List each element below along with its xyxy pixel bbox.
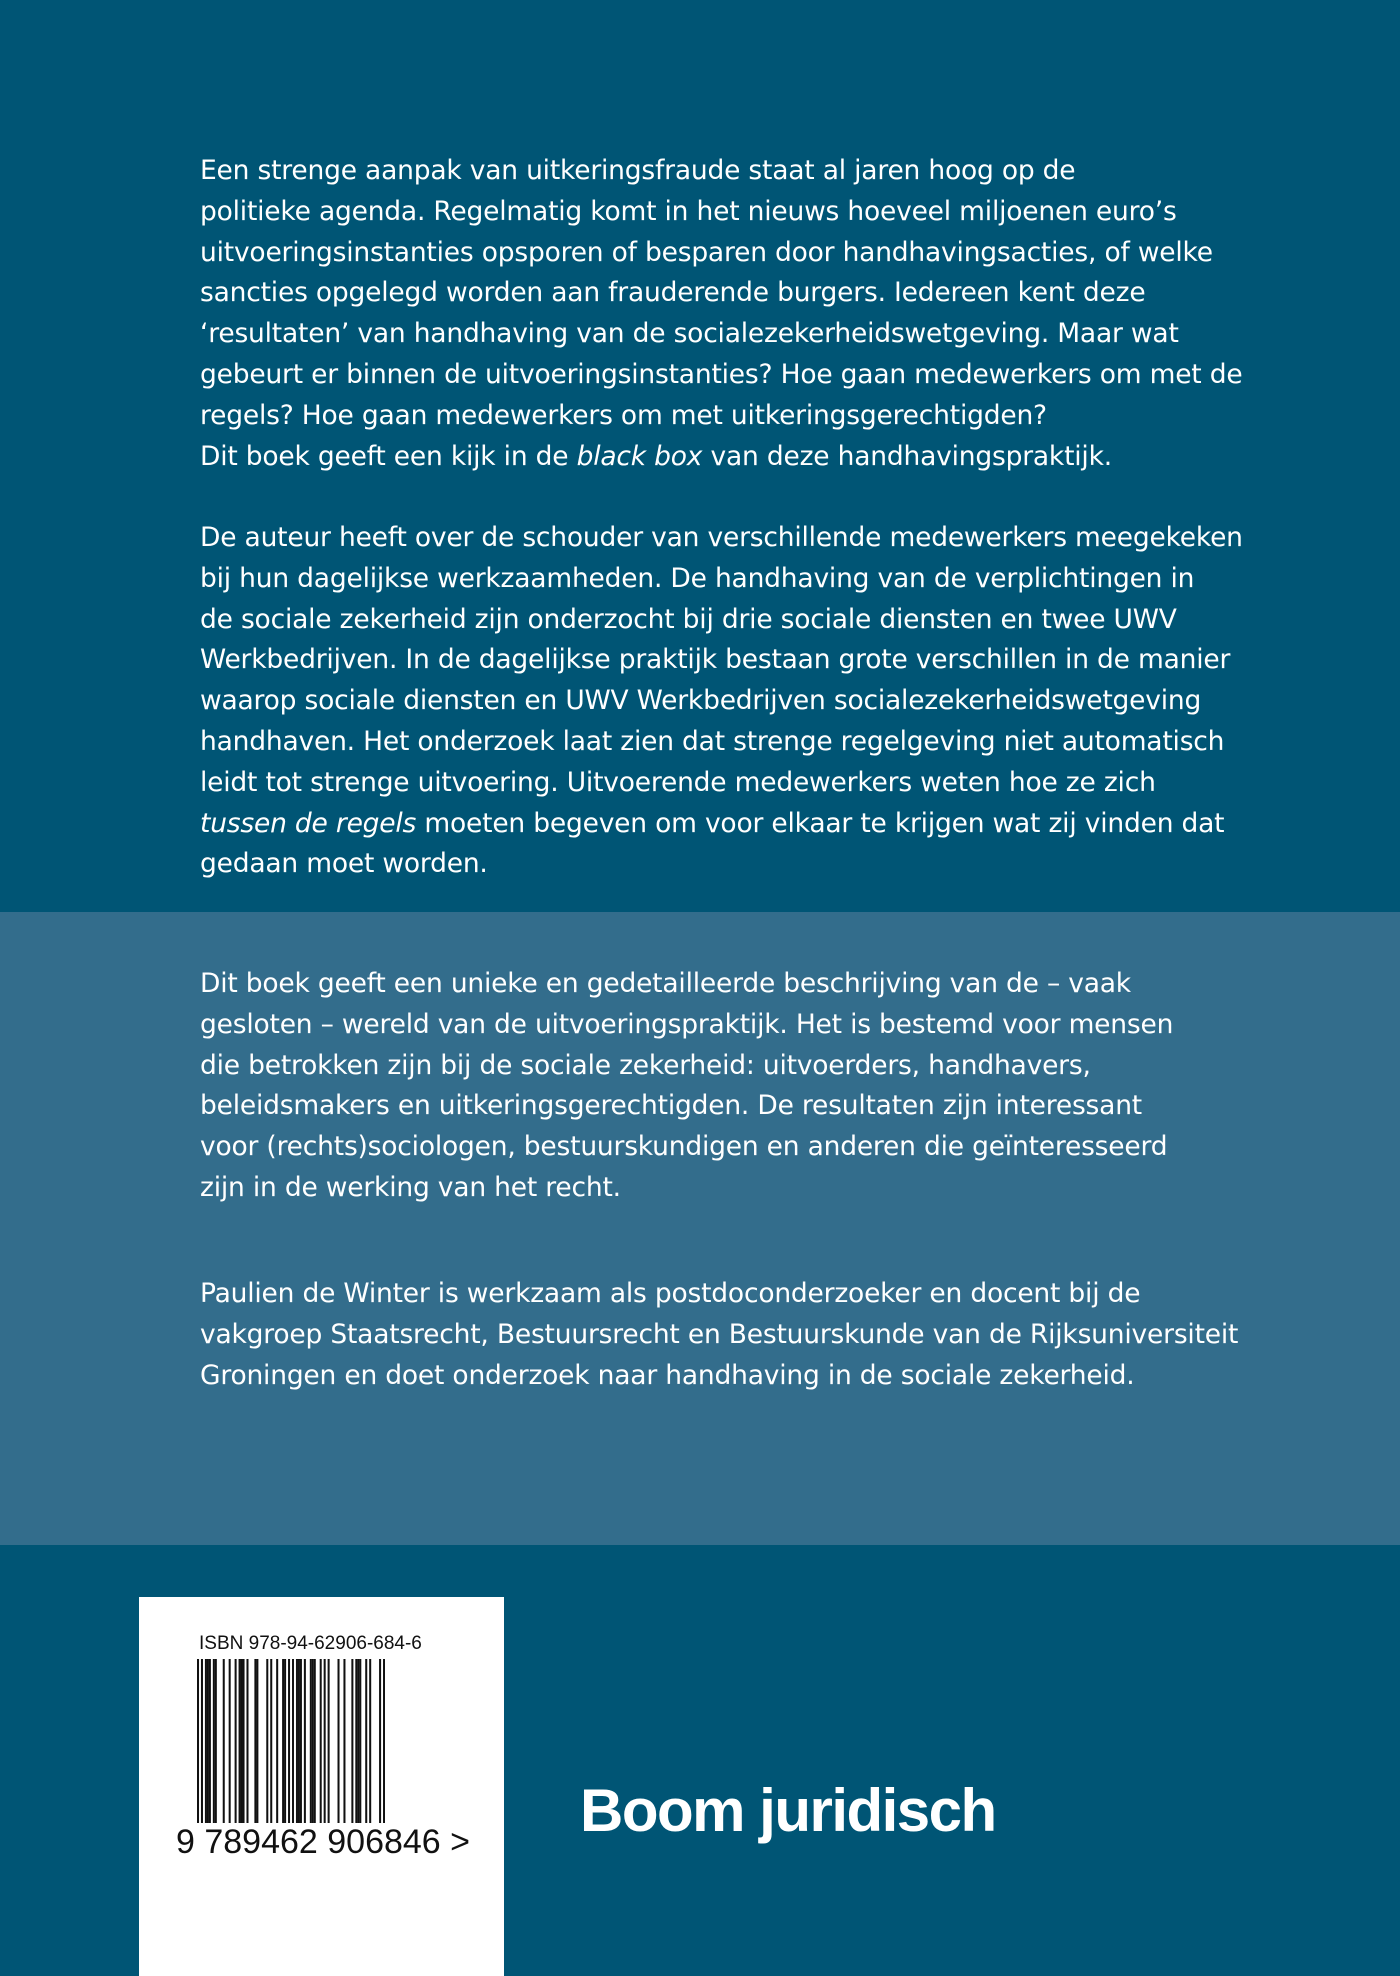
blurb-line	[200, 804, 1225, 845]
audience-line: Dit boek geeft een unieke en gedetailleerde beschrijving van de – vaak	[200, 968, 1131, 999]
blurb-line: De auteur heeft over de schouder van verschillende medewerkers meegekeken	[200, 522, 1243, 553]
blurb-line: gedaan moet worden.	[200, 848, 488, 880]
barcode-bar	[235, 1659, 237, 1835]
barcode-digit-text: 9 789462 906846 >	[176, 1823, 471, 1861]
barcode-bar	[246, 1659, 248, 1835]
barcode-bar	[300, 1659, 302, 1835]
blurb-line: waarop sociale diensten en UWV Werkbedrijven socialezekerheidswetgeving	[200, 685, 1202, 717]
blurb-line: gebeurt er binnen de uitvoeringsinstanties? Hoe gaan medewerkers om met de	[200, 358, 1243, 390]
blurb-line: leidt tot strenge uitvoering. Uitvoerende medewerkers weten hoe ze zich	[200, 766, 1156, 798]
barcode-bar	[324, 1659, 326, 1835]
audience-line: gesloten – wereld van de uitvoeringspraktijk. Het is bestemd voor mensen	[200, 1008, 1174, 1040]
blurb-line: ‘resultaten’ van handhaving van de socialezekerheidswetgeving. Maar wat	[200, 318, 1179, 350]
barcode-bar	[229, 1659, 231, 1835]
barcode-bar	[266, 1659, 268, 1835]
audience-paragraph	[200, 964, 1210, 1209]
barcode-bar	[270, 1659, 272, 1835]
audience-line: voor (rechts)sociologen, bestuurskundigen en anderen die geïnteresseerd	[200, 1131, 1168, 1163]
barcode-bar	[243, 1659, 245, 1835]
author-bio-line: vakgroep Staatsrecht, Bestuursrecht en Bestuurskunde van de Rijksuniversiteit	[200, 1318, 1239, 1350]
barcode-bar	[355, 1659, 357, 1835]
barcode-bar	[254, 1659, 256, 1835]
blurb-text: moeten begeven om voor elkaar te krijgen wat zij vinden dat	[416, 807, 1225, 839]
publisher-logo: Boom juridisch	[580, 1777, 996, 1844]
barcode-bar	[241, 1659, 243, 1835]
barcode-bar	[304, 1659, 306, 1835]
barcode-bar	[338, 1659, 340, 1835]
blurb-paragraph-2	[200, 518, 1243, 885]
barcode-bar	[343, 1659, 345, 1835]
author-bio-line: Groningen en doet onderzoek naar handhaving in de sociale zekerheid.	[200, 1359, 1135, 1391]
audience-line: die betrokken zijn bij de sociale zekerheid: uitvoerders, handhavers,	[200, 1049, 1091, 1081]
barcode-bar	[312, 1659, 314, 1835]
blurb-line: bij hun dagelijkse werkzaamheden. De handhaving van de verplichtingen in	[200, 562, 1195, 594]
barcode-bar	[205, 1659, 207, 1835]
barcode-bar	[223, 1659, 225, 1835]
blurb-italic-text: black box	[576, 440, 703, 472]
blurb-paragraph-1	[200, 151, 1243, 477]
blurb-line: sancties opgelegd worden aan frauderende burgers. Iedereen kent deze	[200, 277, 1146, 309]
blurb-line: politieke agenda. Regelmatig komt in het nieuws hoeveel miljoenen euro’s	[200, 195, 1177, 227]
barcode-bar	[351, 1659, 353, 1835]
blurb-text: van deze handhavingspraktijk.	[702, 440, 1112, 472]
barcode-panel	[139, 1597, 504, 1976]
barcode-bar	[213, 1659, 215, 1835]
barcode-bar	[239, 1659, 241, 1835]
barcode-bar	[256, 1659, 258, 1835]
barcode-bar	[209, 1659, 211, 1835]
barcode-bar	[357, 1659, 359, 1835]
barcode-bar	[284, 1659, 286, 1835]
audience-line: beleidsmakers en uitkeringsgerechtigden. De resultaten zijn interessant	[200, 1090, 1142, 1122]
author-bio-line: Paulien de Winter is werkzaam als postdoconderzoeker en docent bij de	[200, 1278, 1141, 1309]
barcode-bar	[296, 1659, 298, 1835]
barcode-bar	[298, 1659, 300, 1835]
blurb-italic-text: tussen de regels	[200, 807, 417, 839]
barcode-digits	[174, 1823, 472, 1862]
barcode-bar	[207, 1659, 209, 1835]
barcode-bar	[282, 1659, 284, 1835]
blurb-line	[200, 437, 1210, 478]
barcode-bar	[365, 1659, 367, 1835]
barcode-bar	[359, 1659, 361, 1835]
audience-line: zijn in de werking van het recht.	[200, 1171, 621, 1203]
isbn-label: ISBN 978-94-62906-684-6	[199, 1633, 422, 1654]
barcode-bar	[328, 1659, 330, 1835]
blurb-line: uitvoeringsinstanties opsporen of besparen door handhavingsacties, of welke	[200, 236, 1213, 268]
barcode-bar	[369, 1659, 371, 1835]
barcode-bar	[215, 1659, 217, 1835]
blurb-line: de sociale zekerheid zijn onderzocht bij drie sociale diensten en twee UWV	[200, 603, 1177, 635]
blurb-line: Werkbedrijven. In de dagelijkse praktijk bestaan grote verschillen in de manier	[200, 644, 1231, 676]
blurb-line: Een strenge aanpak van uitkeringsfraude staat al jaren hoog op de	[200, 155, 1076, 186]
blurb-line: regels? Hoe gaan medewerkers om met uitkeringsgerechtigden?	[200, 399, 1047, 431]
author-bio	[200, 1274, 1239, 1396]
barcode-bar	[320, 1659, 322, 1835]
barcode-bar	[276, 1659, 278, 1835]
blurb-line: handhaven. Het onderzoek laat zien dat strenge regelgeving niet automatisch	[200, 725, 1225, 757]
barcode-bar	[314, 1659, 316, 1835]
blurb-text: Dit boek geeft een kijk in de	[200, 440, 577, 472]
barcode-bar	[310, 1659, 312, 1835]
